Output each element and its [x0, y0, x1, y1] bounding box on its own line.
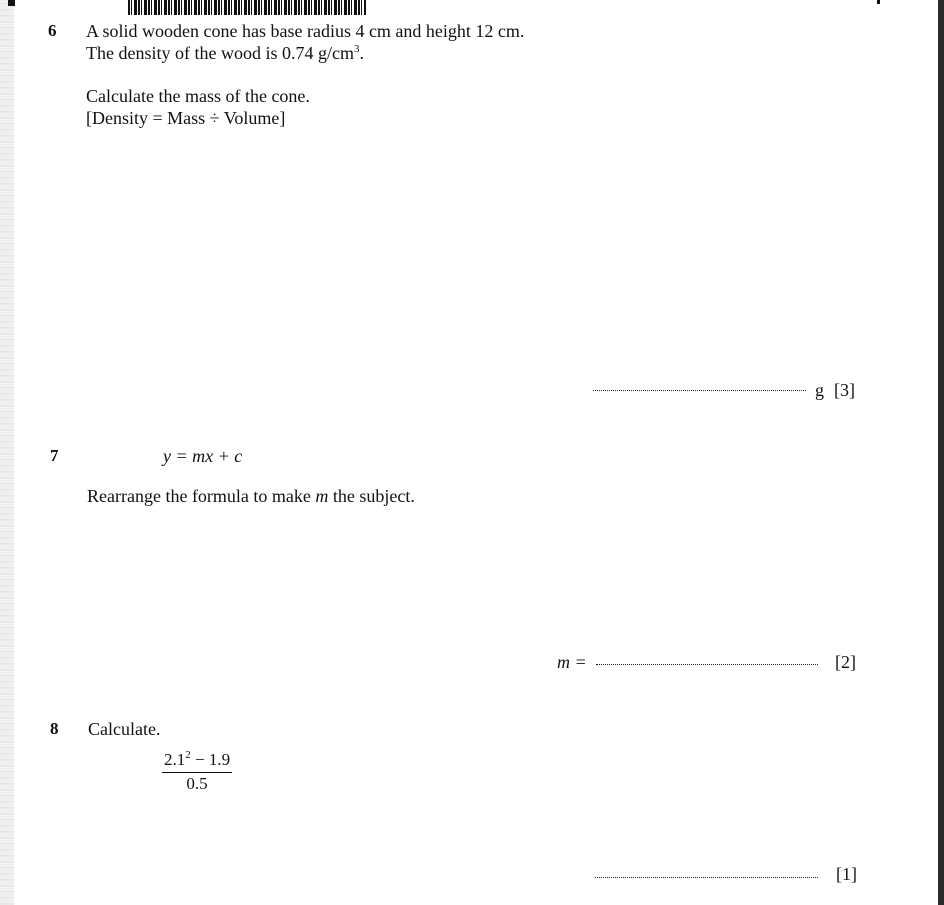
question-7-answer-label: m =: [557, 652, 587, 672]
question-7-instruction: [87, 485, 415, 507]
scan-edge-left: [0, 0, 14, 905]
question-6-marks: [3]: [834, 380, 855, 400]
numerator-exponent: 2: [185, 749, 191, 761]
registration-mark: [8, 0, 15, 6]
instruction-prefix: Rearrange the formula to make: [87, 486, 316, 506]
question-8-instruction: Calculate.: [88, 719, 161, 739]
scan-edge-right: [938, 0, 944, 905]
question-8-fraction: [162, 750, 232, 794]
question-6-instruction: Calculate the mass of the cone.: [86, 86, 310, 106]
density-period: .: [359, 43, 364, 63]
question-7-formula: y = mx + c: [163, 446, 243, 466]
registration-mark-right: [877, 0, 880, 4]
question-8-answer-line[interactable]: [595, 877, 818, 878]
question-8-marks: [1]: [836, 864, 857, 884]
question-6-hint: [Density = Mass ÷ Volume]: [86, 108, 286, 128]
numerator-base: 2.1: [164, 750, 186, 769]
question-7-marks: [2]: [835, 652, 856, 672]
fraction-denominator: 0.5: [186, 774, 208, 793]
instruction-variable: m: [315, 486, 329, 506]
question-6-line-1: A solid wooden cone has base radius 4 cm and height 12 cm.: [86, 21, 525, 41]
question-8-number: 8: [50, 719, 59, 738]
density-text: The density of the wood is 0.74 g/cm: [86, 43, 354, 63]
fraction-numerator: [162, 750, 232, 773]
question-7-number: 7: [50, 446, 59, 465]
question-6-answer-line[interactable]: [593, 390, 806, 391]
barcode: [128, 0, 366, 15]
density-exponent: 3: [353, 43, 360, 55]
question-6-number: 6: [48, 21, 57, 40]
question-6-line-2: [86, 42, 364, 64]
question-7-answer-line[interactable]: [596, 664, 818, 665]
question-6-unit: g: [815, 380, 824, 400]
numerator-rest: − 1.9: [190, 750, 231, 769]
instruction-suffix: the subject.: [328, 486, 415, 506]
